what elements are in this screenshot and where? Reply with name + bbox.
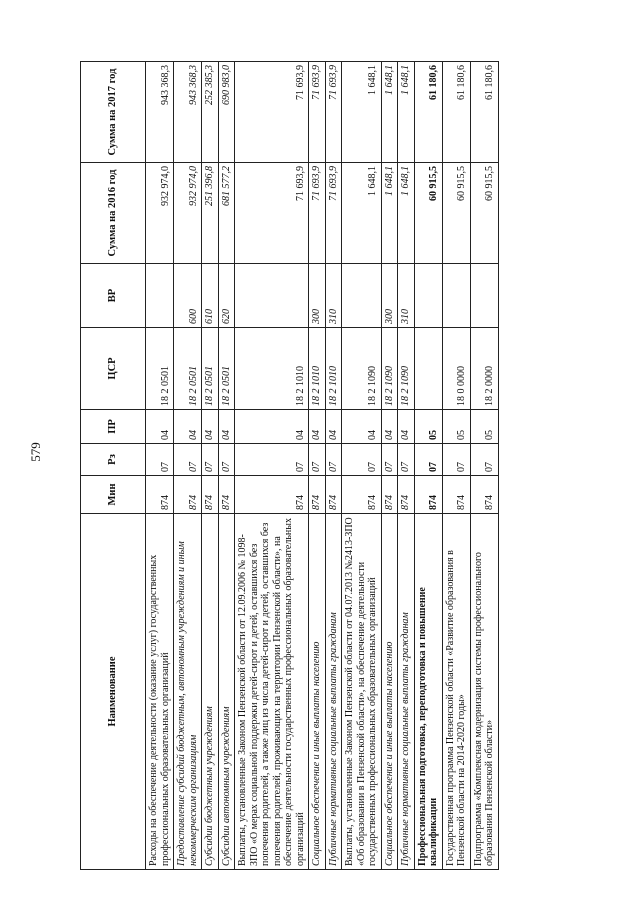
cell-min: 874 — [470, 476, 498, 514]
cell-vr — [342, 264, 382, 328]
header-min: Мин — [81, 476, 146, 514]
cell-vr — [146, 264, 174, 328]
cell-sum-2016: 60 915,5 — [442, 163, 470, 264]
cell-sum-2017: 61 180,6 — [414, 62, 442, 163]
cell-vr — [470, 264, 498, 328]
cell-sum-2016: 60 915,5 — [414, 163, 442, 264]
cell-min: 874 — [146, 476, 174, 514]
cell-name: Предоставление субсидий бюджетным, автономным учреждениям и иным некоммерческим организациям — [174, 514, 202, 870]
cell-rz: 07 — [342, 444, 382, 476]
cell-pr: 04 — [342, 410, 382, 444]
table-row — [146, 62, 174, 870]
cell-csr: 18 2 0501 — [218, 328, 235, 410]
cell-sum-2016: 1 648,1 — [342, 163, 382, 264]
cell-rz: 07 — [235, 444, 309, 476]
cell-vr — [235, 264, 309, 328]
cell-min: 874 — [218, 476, 235, 514]
table-row — [442, 62, 470, 870]
cell-rz: 07 — [218, 444, 235, 476]
cell-sum-2017: 1 648,1 — [342, 62, 382, 163]
cell-vr: 300 — [309, 264, 326, 328]
table-row — [309, 62, 326, 870]
cell-min: 874 — [174, 476, 202, 514]
cell-sum-2017: 943 368,3 — [146, 62, 174, 163]
cell-sum-2017: 71 693,9 — [309, 62, 326, 163]
cell-sum-2016: 251 396,8 — [202, 163, 219, 264]
cell-pr: 04 — [325, 410, 342, 444]
cell-sum-2017: 943 368,3 — [174, 62, 202, 163]
table-body — [146, 62, 499, 870]
header-sum-2016: Сумма на 2016 год — [81, 163, 146, 264]
cell-rz: 07 — [381, 444, 398, 476]
cell-csr: 18 2 1010 — [325, 328, 342, 410]
cell-vr: 310 — [398, 264, 415, 328]
table-row — [218, 62, 235, 870]
cell-pr: 04 — [146, 410, 174, 444]
header-pr: ПР — [81, 410, 146, 444]
cell-vr: 620 — [218, 264, 235, 328]
cell-min: 874 — [442, 476, 470, 514]
cell-sum-2017: 71 693,9 — [235, 62, 309, 163]
cell-csr: 18 2 1010 — [309, 328, 326, 410]
cell-pr: 04 — [235, 410, 309, 444]
cell-sum-2017: 1 648,1 — [381, 62, 398, 163]
cell-rz: 07 — [202, 444, 219, 476]
cell-name: Выплаты, установленные Законом Пензенской области от 12.09.2006 № 1098-ЗПО «О мерах социальной поддержки детей-сирот и детей, оставшихся без попечения родителей, а также лиц из числа детей-сирот и детей, оставшихся без попечения родителей, проживающих на территории Пензенской области», на обеспечение деятельности государственных профессиональных образовательных организаций — [235, 514, 309, 870]
table-header-row — [81, 62, 146, 870]
table-row — [381, 62, 398, 870]
cell-sum-2016: 932 974,0 — [146, 163, 174, 264]
cell-vr: 600 — [174, 264, 202, 328]
page-number: 579 — [28, 442, 43, 462]
cell-pr: 04 — [174, 410, 202, 444]
header-sum-2017: Сумма на 2017 год — [81, 62, 146, 163]
header-csr: ЦСР — [81, 328, 146, 410]
cell-min: 874 — [398, 476, 415, 514]
table-row — [398, 62, 415, 870]
table-row — [414, 62, 442, 870]
cell-sum-2016: 60 915,5 — [470, 163, 498, 264]
cell-vr: 610 — [202, 264, 219, 328]
cell-name: Публичные нормативные социальные выплаты гражданам — [325, 514, 342, 870]
cell-rz: 07 — [442, 444, 470, 476]
cell-name: Государственная программа Пензенской области «Развитие образования в Пензенской области на 2014-2020 годы» — [442, 514, 470, 870]
cell-csr: 18 2 1090 — [381, 328, 398, 410]
cell-csr: 18 2 0501 — [202, 328, 219, 410]
cell-sum-2017: 61 180,6 — [470, 62, 498, 163]
header-rz: Рз — [81, 444, 146, 476]
cell-name: Профессиональная подготовка, переподготовка и повышение квалификации — [414, 514, 442, 870]
budget-table — [80, 61, 499, 870]
cell-sum-2017: 252 385,3 — [202, 62, 219, 163]
header-vr: ВР — [81, 264, 146, 328]
cell-sum-2017: 690 983,0 — [218, 62, 235, 163]
cell-name: Расходы на обеспечение деятельности (оказание услуг) государственных профессиональных образовательных организаций — [146, 514, 174, 870]
header-name: Наименование — [81, 514, 146, 870]
table-row — [342, 62, 382, 870]
cell-pr: 04 — [218, 410, 235, 444]
cell-sum-2017: 71 693,9 — [325, 62, 342, 163]
cell-sum-2016: 681 577,2 — [218, 163, 235, 264]
cell-csr: 18 2 1090 — [398, 328, 415, 410]
cell-min: 874 — [414, 476, 442, 514]
table-row — [202, 62, 219, 870]
cell-rz: 07 — [309, 444, 326, 476]
cell-min: 874 — [342, 476, 382, 514]
cell-rz: 07 — [146, 444, 174, 476]
cell-sum-2016: 71 693,9 — [325, 163, 342, 264]
cell-csr: 18 2 0000 — [470, 328, 498, 410]
cell-vr: 300 — [381, 264, 398, 328]
table-row — [174, 62, 202, 870]
cell-pr: 05 — [442, 410, 470, 444]
cell-sum-2016: 932 974,0 — [174, 163, 202, 264]
cell-min: 874 — [381, 476, 398, 514]
cell-sum-2017: 61 180,6 — [442, 62, 470, 163]
cell-pr: 05 — [414, 410, 442, 444]
cell-csr — [414, 328, 442, 410]
cell-min: 874 — [309, 476, 326, 514]
cell-name: Подпрограмма «Комплексная модернизация системы профессионального образования Пензенской области» — [470, 514, 498, 870]
cell-min: 874 — [235, 476, 309, 514]
cell-csr: 18 2 1090 — [342, 328, 382, 410]
table-row — [325, 62, 342, 870]
cell-sum-2017: 1 648,1 — [398, 62, 415, 163]
cell-name: Субсидии бюджетным учреждениям — [202, 514, 219, 870]
rotated-page-content — [80, 62, 600, 870]
table-row — [470, 62, 498, 870]
cell-rz: 07 — [414, 444, 442, 476]
cell-name: Публичные нормативные социальные выплаты гражданам — [398, 514, 415, 870]
cell-rz: 07 — [325, 444, 342, 476]
cell-name: Социальное обеспечение и иные выплаты населению — [309, 514, 326, 870]
cell-pr: 04 — [398, 410, 415, 444]
cell-name: Социальное обеспечение и иные выплаты населению — [381, 514, 398, 870]
cell-min: 874 — [202, 476, 219, 514]
cell-pr: 04 — [381, 410, 398, 444]
cell-sum-2016: 1 648,1 — [381, 163, 398, 264]
cell-pr: 05 — [470, 410, 498, 444]
cell-vr: 310 — [325, 264, 342, 328]
cell-csr: 18 2 0501 — [174, 328, 202, 410]
cell-name: Субсидии автономным учреждениям — [218, 514, 235, 870]
cell-sum-2016: 71 693,9 — [309, 163, 326, 264]
cell-rz: 07 — [470, 444, 498, 476]
cell-pr: 04 — [202, 410, 219, 444]
table-row — [235, 62, 309, 870]
cell-min: 874 — [325, 476, 342, 514]
cell-vr — [442, 264, 470, 328]
cell-rz: 07 — [398, 444, 415, 476]
cell-sum-2016: 71 693,9 — [235, 163, 309, 264]
cell-vr — [414, 264, 442, 328]
cell-pr: 04 — [309, 410, 326, 444]
cell-sum-2016: 1 648,1 — [398, 163, 415, 264]
cell-csr: 18 2 1010 — [235, 328, 309, 410]
cell-csr: 18 0 0000 — [442, 328, 470, 410]
cell-name: Выплаты, установленные Законом Пензенской области от 04.07.2013 №2413-ЗПО «Об образовании в Пензенской области», на обеспечение деятельности государственных профессиональных образовательных организаций — [342, 514, 382, 870]
cell-rz: 07 — [174, 444, 202, 476]
cell-csr: 18 2 0501 — [146, 328, 174, 410]
